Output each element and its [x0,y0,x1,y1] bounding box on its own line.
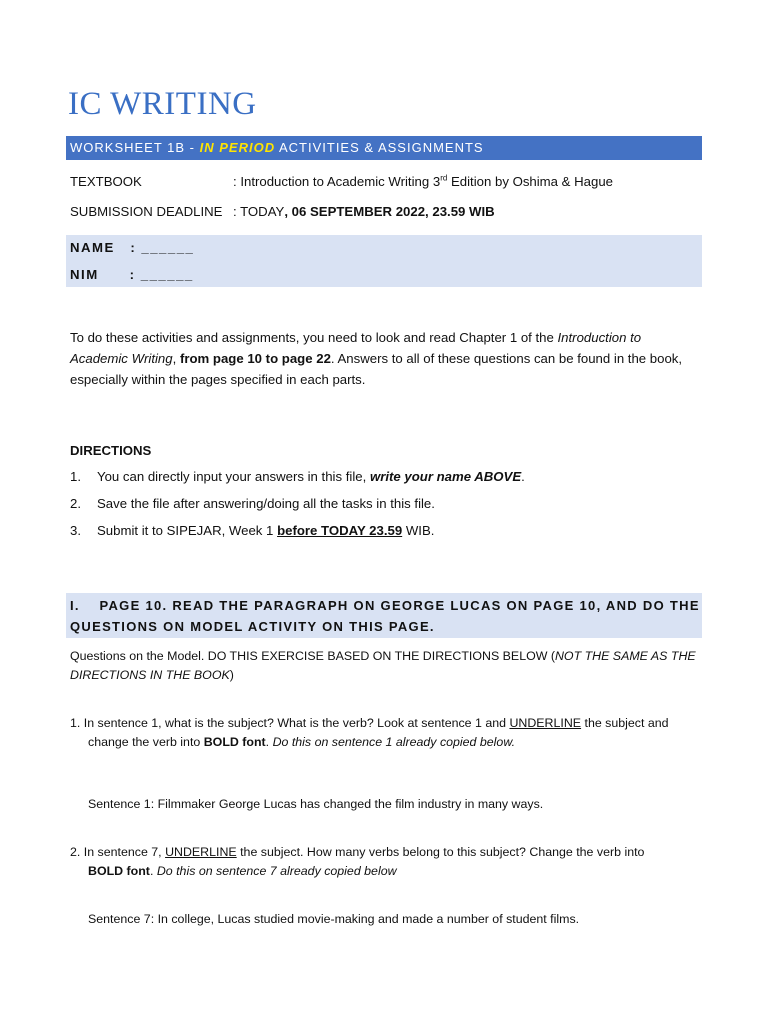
section-1-heading: I. PAGE 10. READ THE PARAGRAPH ON GEORGE LUCAS ON PAGE 10, AND DO THE QUESTIONS ON MODEL ACTIVITY ON THIS PAGE. [66,593,702,638]
textbook-row [70,170,613,191]
directions-heading: DIRECTIONS [70,443,152,458]
banner-highlight: IN PERIOD [199,140,276,155]
nim-field[interactable]: NIM : ______ [70,267,194,282]
question-2: 2. In sentence 7, UNDERLINE the subject. How many verbs belong to this subject? Change the verb into BOLD font. Do this on sentence 7 already copied below [70,845,645,878]
textbook-label: TEXTBOOK [70,174,142,190]
document-title: IC WRITING [68,86,257,122]
sentence-7[interactable]: Sentence 7: In college, Lucas studied movie-making and made a number of student films. [88,912,580,926]
deadline-row [70,203,495,221]
model-instructions: Questions on the Model. DO THIS EXERCISE BASED ON THE DIRECTIONS BELOW (NOT THE SAME AS THE DIRECTIONS IN THE BOOK) [70,649,696,682]
deadline-value: : TODAY, 06 SEPTEMBER 2022, 23.59 WIB [233,204,495,219]
direction-item-2: 2. Save the file after answering/doing all the tasks in this file. [70,496,435,511]
direction-item-1: 1. You can directly input your answers in this file, write your name ABOVE. [70,469,525,484]
name-field[interactable]: NAME : ______ [70,240,195,255]
intro-paragraph: To do these activities and assignments, you need to look and read Chapter 1 of the Introduction to Academic Writing, from page 10 to page 22. Answers to all of these questions can be found in the book, especially within the pages specified in each parts. [70,330,683,387]
question-1: 1. In sentence 1, what is the subject? What is the verb? Look at sentence 1 and UNDERLINE the subject and change the verb into BOLD font. Do this on sentence 1 already copied below. [70,716,669,749]
banner-text-2: ACTIVITIES & ASSIGNMENTS [275,140,484,155]
direction-item-3: 3. Submit it to SIPEJAR, Week 1 before TODAY 23.59 WIB. [70,523,435,538]
student-info-box [66,235,702,287]
sentence-1[interactable]: Sentence 1: Filmmaker George Lucas has changed the film industry in many ways. [88,797,544,811]
deadline-label: SUBMISSION DEADLINE [70,204,223,219]
worksheet-banner [66,136,702,160]
banner-text-1: WORKSHEET 1B - [70,140,200,155]
textbook-value: : Introduction to Academic Writing 3rd Edition by Oshima & Hague [233,174,613,190]
